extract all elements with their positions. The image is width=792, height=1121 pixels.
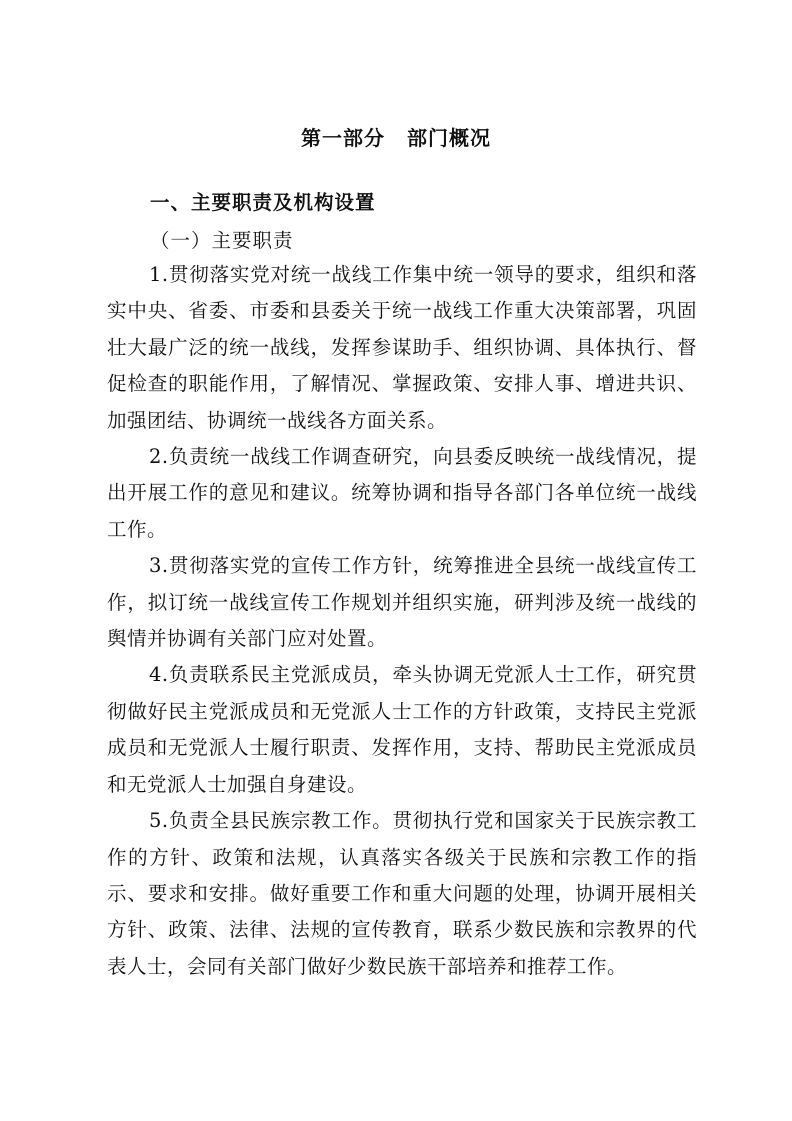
duty-paragraph-3: 3.贯彻落实党的宣传工作方针，统筹推进全县统一战线宣传工作，拟订统一战线宣传工作规划并组织实施，研判涉及统一战线的舆情并协调有关部门应对处置。	[107, 554, 697, 651]
duty-paragraph-4: 4.负责联系民主党派成员，牵头协调无党派人士工作，研究贯彻做好民主党派成员和无党派人士工作的方针政策，支持民主党派成员和无党派人士履行职责、发挥作用，支持、帮助民主党派成员和无党派人士加强自身建设。	[107, 663, 697, 796]
duty-paragraph-5: 5.负责全县民族宗教工作。贯彻执行党和国家关于民族宗教工作的方针、政策和法规，认真落实各级关于民族和宗教工作的指示、要求和安排。做好重要工作和重大问题的处理，协调开展相关方针、政策、法律、法规的宣传教育，联系少数民族和宗教界的代表人士，会同有关部门做好少数民族干部培养和推荐工作。	[107, 809, 697, 978]
part-title: 第一部分 部门概况	[301, 126, 491, 150]
section-heading: 一、主要职责及机构设置	[150, 191, 376, 214]
body-text	[107, 257, 697, 985]
duty-paragraph-1: 1.贯彻落实党对统一战线工作集中统一领导的要求，组织和落实中央、省委、市委和县委关于统一战线工作重大决策部署，巩固壮大最广泛的统一战线，发挥参谋助手、组织协调、具体执行、督促检查的职能作用，了解情况、掌握政策、安排人事、增进共识、加强团结、协调统一战线各方面关系。	[107, 263, 697, 432]
sub-heading: （一）主要职责	[150, 229, 294, 252]
duty-paragraph-2: 2.负责统一战线工作调查研究，向县委反映统一战线情况，提出开展工作的意见和建议。统筹协调和指导各部门各单位统一战线工作。	[107, 445, 697, 541]
